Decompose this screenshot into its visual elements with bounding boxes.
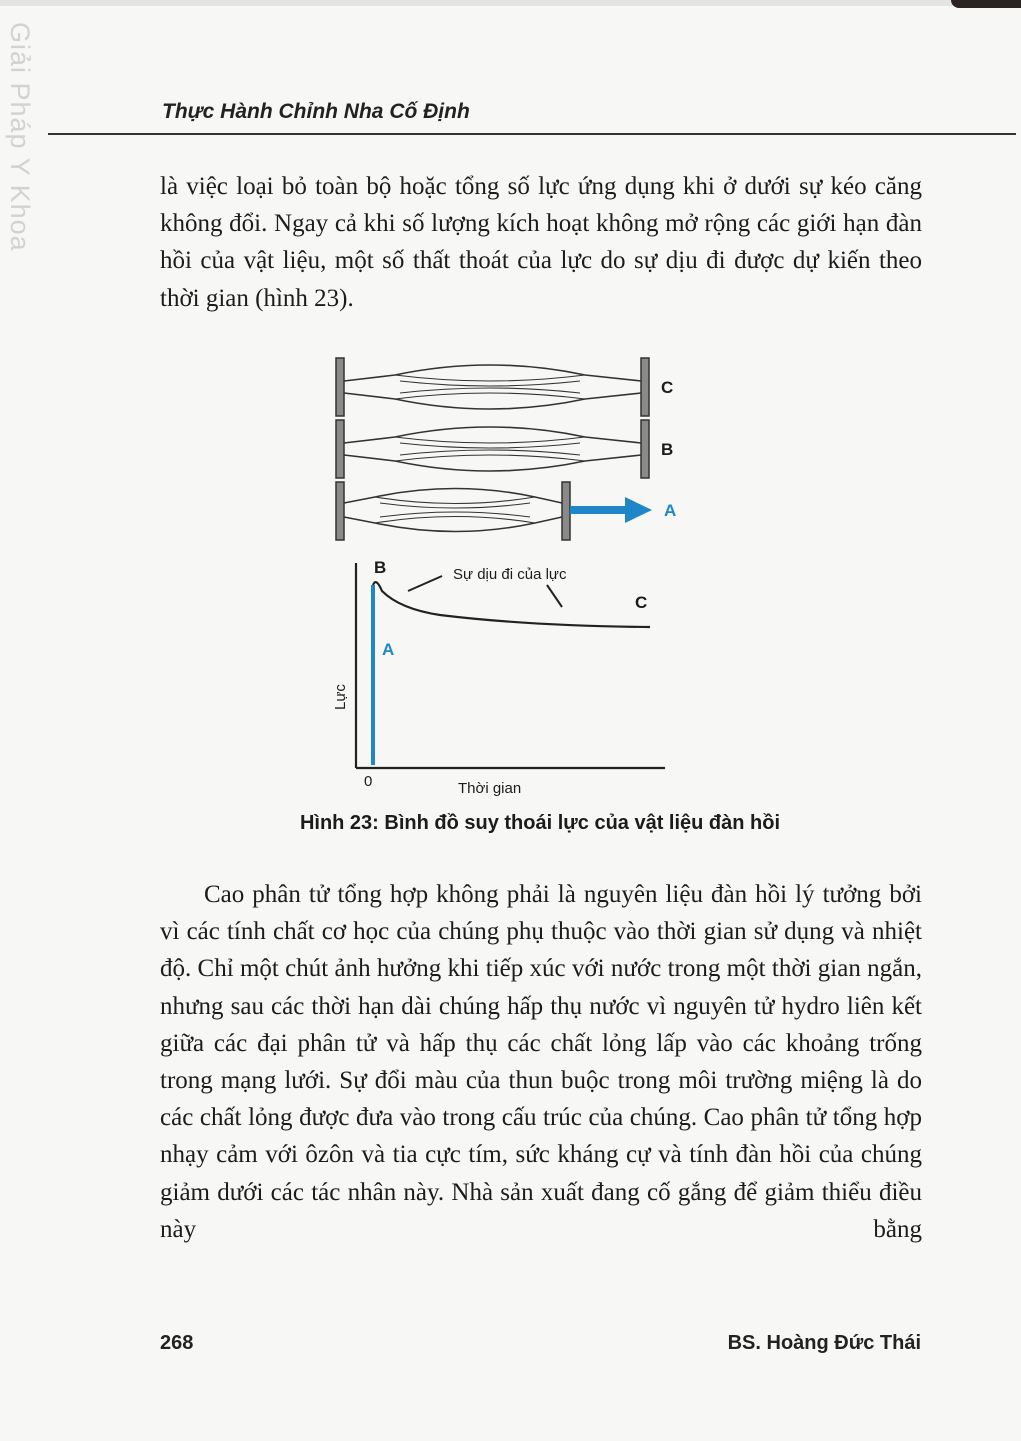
graph-point-a: A bbox=[382, 640, 395, 659]
elastic-b bbox=[336, 420, 649, 478]
y-axis-label: Lực bbox=[332, 684, 349, 710]
force-decay-graph bbox=[356, 563, 665, 768]
graph-point-c: C bbox=[635, 593, 648, 612]
x-axis-label: Thời gian bbox=[458, 780, 522, 797]
figure-caption: Hình 23: Bình đồ suy thoái lực của vật liệu đàn hồi bbox=[299, 812, 781, 834]
header-rule bbox=[48, 133, 1016, 135]
annotation-leader-1 bbox=[408, 576, 442, 591]
graph-point-b: B bbox=[374, 558, 387, 577]
paragraph-1: là việc loại bỏ toàn bộ hoặc tổng số lực ứng dụng khi ở dưới sự kéo căng không đổi. Ngay cả khi số lượng kích hoạt không mở rộng các giới hạn đàn hồi của vật liệu, một số thất thoát của lực do sự dịu đi được dự kiến theo thời gian (hình 23). bbox=[160, 173, 922, 312]
footer-author: BS. Hoàng Đức Thái bbox=[727, 1332, 921, 1354]
stretch-arrow-shaft bbox=[570, 506, 625, 514]
scan-top-edge bbox=[0, 0, 1021, 6]
annotation-leader-2 bbox=[547, 585, 562, 607]
elastic-a bbox=[336, 482, 652, 540]
watermark: Giải Pháp Y Khoa bbox=[5, 22, 35, 252]
scan-corner-shadow bbox=[951, 0, 1021, 8]
elastic-label-c: C bbox=[661, 378, 674, 397]
graph-annotation: Sự dịu đi của lực bbox=[453, 566, 567, 583]
figure-23 bbox=[300, 345, 720, 810]
stretch-arrow-head bbox=[625, 497, 652, 523]
elastic-label-a: A bbox=[664, 501, 677, 520]
page-number: 268 bbox=[160, 1332, 194, 1354]
paragraph-2: Cao phân tử tổng hợp không phải là nguyên liệu đàn hồi lý tưởng bởi vì các tính chất cơ học của chúng phụ thuộc vào thời gian sử dụng và nhiệt độ. Chỉ một chút ảnh hưởng khi tiếp xúc với nước trong một thời gian ngắn, nhưng sau các thời hạn dài chúng hấp thụ nước vì nguyên tử hydro liên kết giữa các đại phân tử và hấp thụ các chất lỏng lấp vào các khoảng trống trong mạng lưới. Sự đổi màu của thun buộc trong môi trường miệng là do các chất lỏng được đưa vào trong cấu trúc của chúng. Cao phân tử tổng hợp nhạy cảm với ôzôn và tia cực tím, sức kháng cự và tính đàn hồi của chúng giảm dưới các tác nhân này. Nhà sản xuất đang cố gắng để giảm thiểu điều này bằng bbox=[160, 881, 922, 1243]
running-header: Thực Hành Chỉnh Nha Cố Định bbox=[162, 100, 470, 123]
elastic-c bbox=[336, 358, 649, 416]
origin-label: 0 bbox=[364, 773, 373, 790]
elastic-label-b: B bbox=[661, 440, 674, 459]
